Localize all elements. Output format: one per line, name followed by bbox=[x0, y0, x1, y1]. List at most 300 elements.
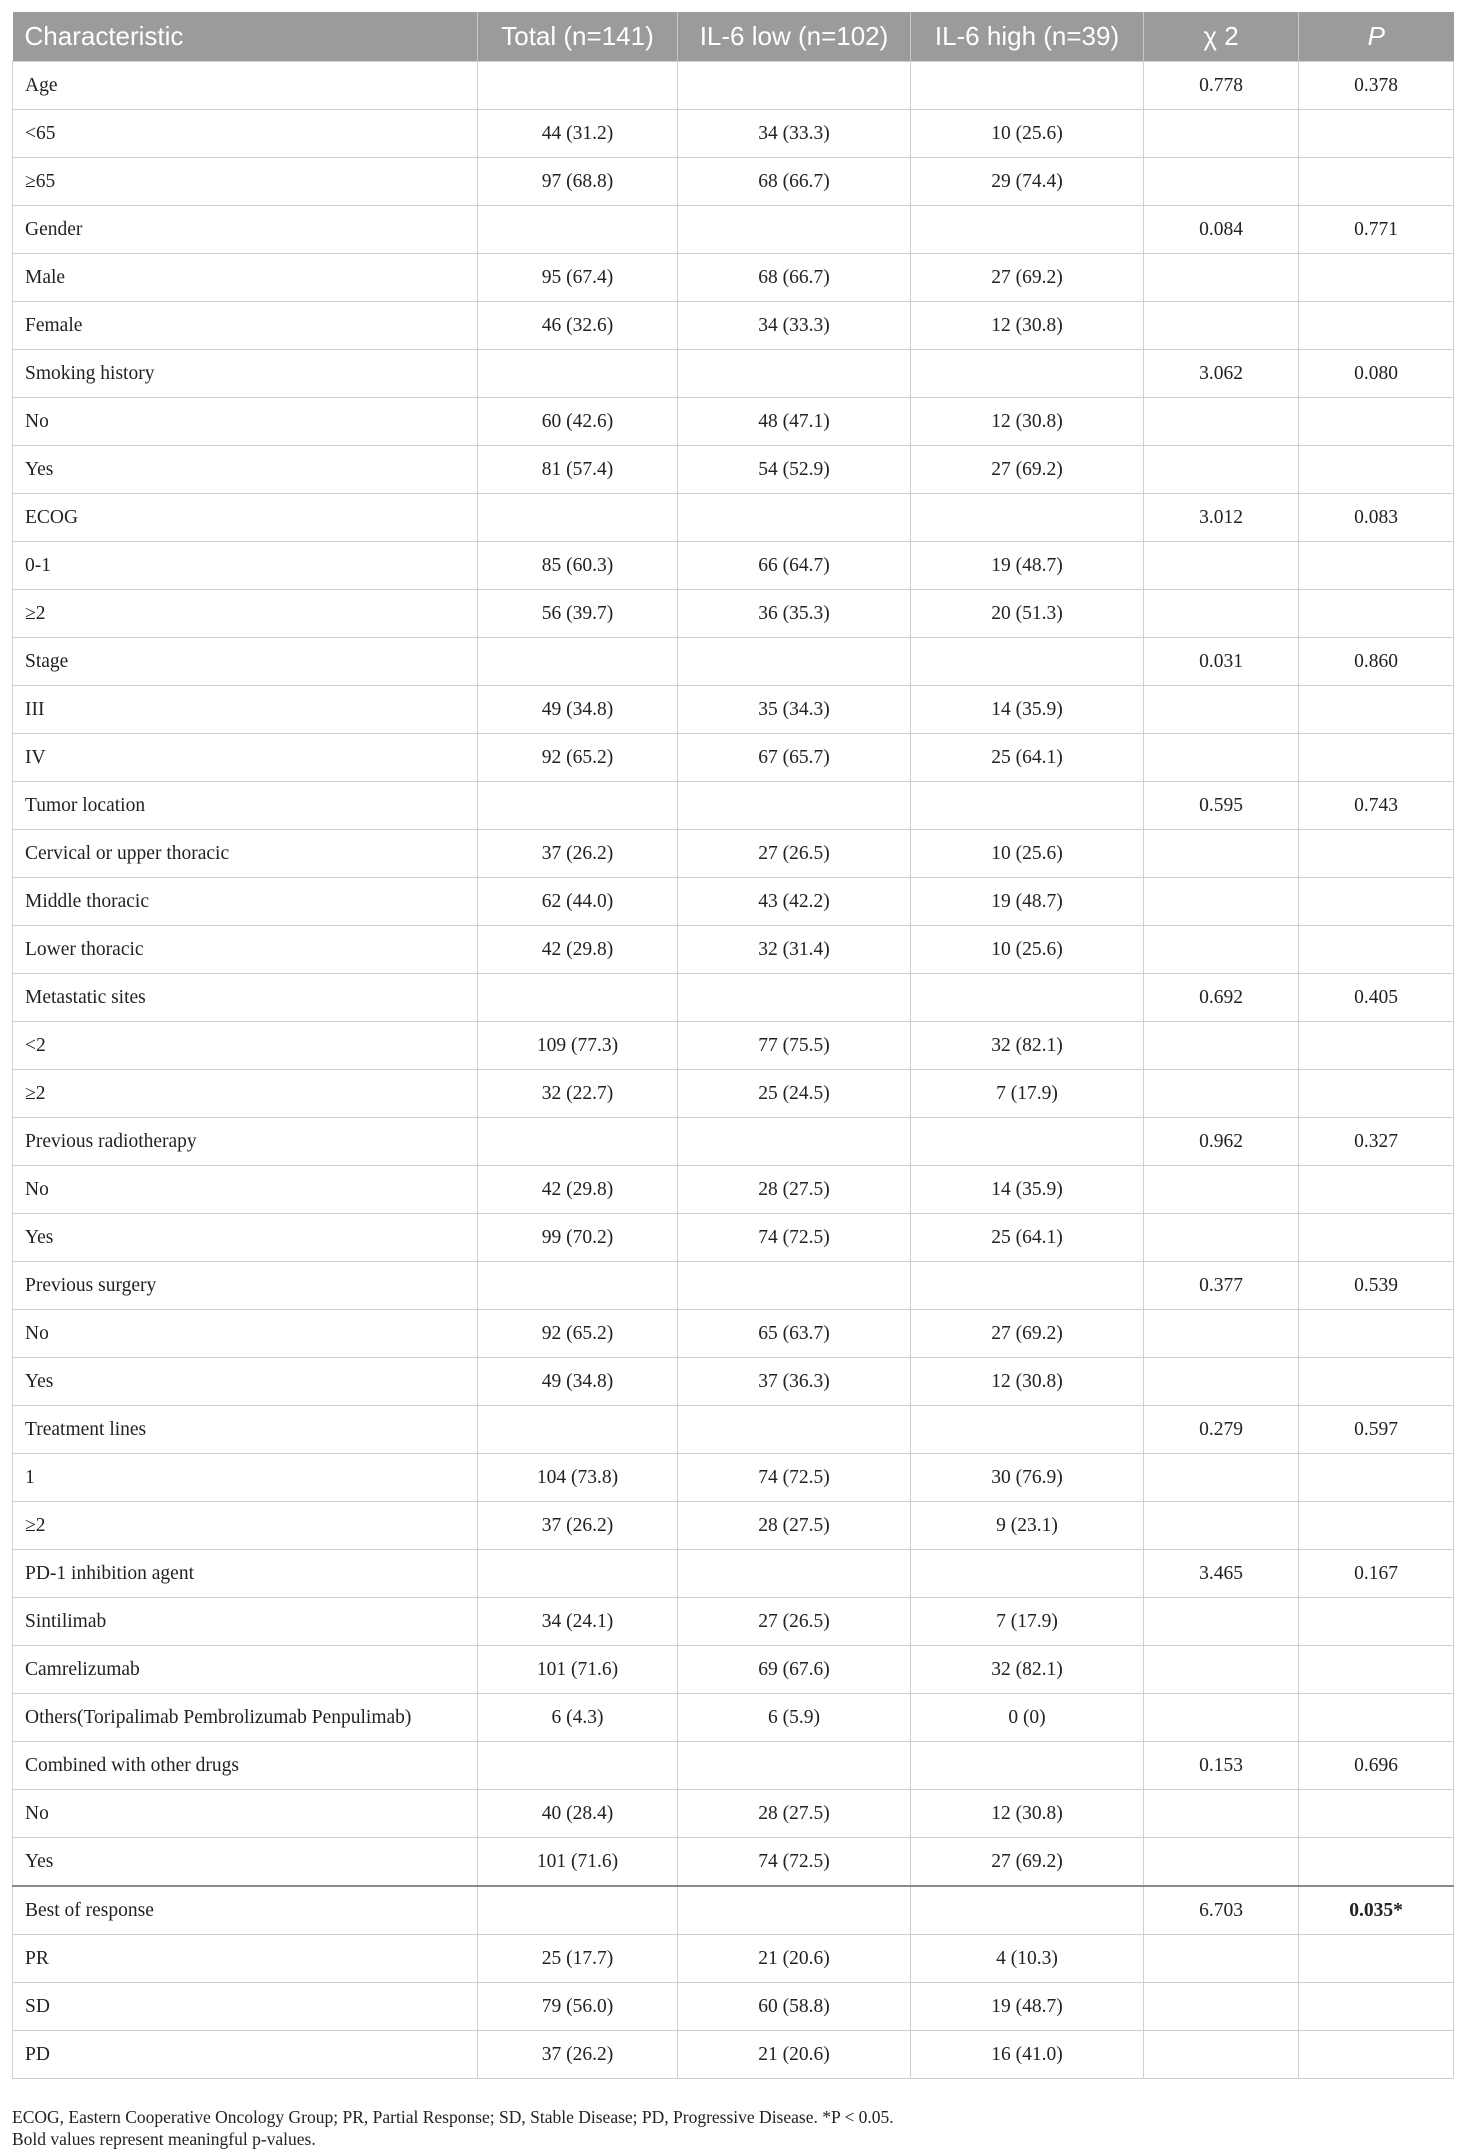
cell-total: 95 (67.4) bbox=[478, 254, 678, 302]
cell-total bbox=[478, 62, 678, 110]
cell-chi-square: 0.084 bbox=[1144, 206, 1299, 254]
cell-characteristic: Lower thoracic bbox=[13, 926, 478, 974]
header-characteristic: Characteristic bbox=[13, 12, 478, 62]
cell-total bbox=[478, 1406, 678, 1454]
cell-il6-high: 10 (25.6) bbox=[911, 110, 1144, 158]
cell-total: 92 (65.2) bbox=[478, 1310, 678, 1358]
cell-characteristic: ≥2 bbox=[13, 1070, 478, 1118]
cell-il6-high: 29 (74.4) bbox=[911, 158, 1144, 206]
cell-total: 37 (26.2) bbox=[478, 2031, 678, 2079]
cell-total: 6 (4.3) bbox=[478, 1694, 678, 1742]
table-row bbox=[13, 1118, 1454, 1166]
cell-p-value bbox=[1299, 734, 1454, 782]
cell-chi-square bbox=[1144, 1070, 1299, 1118]
cell-total bbox=[478, 974, 678, 1022]
cell-il6-high: 32 (82.1) bbox=[911, 1022, 1144, 1070]
table-row bbox=[13, 638, 1454, 686]
cell-characteristic: IV bbox=[13, 734, 478, 782]
table-row bbox=[13, 830, 1454, 878]
cell-il6-low bbox=[678, 782, 911, 830]
footnote-abbreviations: ECOG, Eastern Cooperative Oncology Group; PR, Partial Response; SD, Stable Disease; PD, Progressive Disease. *P < 0.05. bbox=[12, 2107, 894, 2127]
cell-characteristic: Camrelizumab bbox=[13, 1646, 478, 1694]
table-row bbox=[13, 734, 1454, 782]
cell-chi-square bbox=[1144, 734, 1299, 782]
cell-p-value bbox=[1299, 1310, 1454, 1358]
cell-p-value bbox=[1299, 590, 1454, 638]
cell-chi-square: 0.692 bbox=[1144, 974, 1299, 1022]
cell-characteristic: No bbox=[13, 1166, 478, 1214]
cell-total: 49 (34.8) bbox=[478, 1358, 678, 1406]
cell-il6-low: 74 (72.5) bbox=[678, 1838, 911, 1887]
cell-il6-high: 30 (76.9) bbox=[911, 1454, 1144, 1502]
cell-il6-high bbox=[911, 1550, 1144, 1598]
cell-total: 37 (26.2) bbox=[478, 1502, 678, 1550]
cell-p-value bbox=[1299, 398, 1454, 446]
cell-chi-square bbox=[1144, 1454, 1299, 1502]
cell-il6-high: 12 (30.8) bbox=[911, 1358, 1144, 1406]
cell-il6-low: 34 (33.3) bbox=[678, 110, 911, 158]
cell-characteristic: Smoking history bbox=[13, 350, 478, 398]
cell-p-value: 0.327 bbox=[1299, 1118, 1454, 1166]
cell-total: 42 (29.8) bbox=[478, 926, 678, 974]
table-footnotes bbox=[12, 2106, 894, 2150]
cell-total: 40 (28.4) bbox=[478, 1790, 678, 1838]
cell-chi-square bbox=[1144, 878, 1299, 926]
cell-il6-high: 14 (35.9) bbox=[911, 686, 1144, 734]
cell-total: 79 (56.0) bbox=[478, 1983, 678, 2031]
cell-characteristic: ≥65 bbox=[13, 158, 478, 206]
cell-il6-high: 27 (69.2) bbox=[911, 1838, 1144, 1887]
cell-characteristic: No bbox=[13, 1310, 478, 1358]
cell-chi-square: 0.377 bbox=[1144, 1262, 1299, 1310]
cell-il6-high: 25 (64.1) bbox=[911, 734, 1144, 782]
table-row bbox=[13, 1983, 1454, 2031]
table-row bbox=[13, 1790, 1454, 1838]
cell-chi-square bbox=[1144, 1790, 1299, 1838]
cell-p-value bbox=[1299, 254, 1454, 302]
cell-total bbox=[478, 638, 678, 686]
cell-il6-low: 68 (66.7) bbox=[678, 158, 911, 206]
cell-il6-low: 21 (20.6) bbox=[678, 2031, 911, 2079]
cell-p-value bbox=[1299, 1935, 1454, 1983]
cell-characteristic: Age bbox=[13, 62, 478, 110]
table-row bbox=[13, 1358, 1454, 1406]
cell-il6-high: 9 (23.1) bbox=[911, 1502, 1144, 1550]
cell-chi-square: 6.703 bbox=[1144, 1886, 1299, 1935]
table-row bbox=[13, 1070, 1454, 1118]
cell-il6-high: 27 (69.2) bbox=[911, 1310, 1144, 1358]
cell-characteristic: 1 bbox=[13, 1454, 478, 1502]
cell-il6-low: 66 (64.7) bbox=[678, 542, 911, 590]
table-row bbox=[13, 1406, 1454, 1454]
cell-il6-high: 14 (35.9) bbox=[911, 1166, 1144, 1214]
cell-il6-high bbox=[911, 494, 1144, 542]
cell-p-value bbox=[1299, 1694, 1454, 1742]
cell-chi-square bbox=[1144, 926, 1299, 974]
cell-il6-high: 25 (64.1) bbox=[911, 1214, 1144, 1262]
cell-characteristic: Yes bbox=[13, 1838, 478, 1887]
cell-il6-high: 19 (48.7) bbox=[911, 542, 1144, 590]
cell-chi-square bbox=[1144, 2031, 1299, 2079]
table-row bbox=[13, 494, 1454, 542]
cell-characteristic: Cervical or upper thoracic bbox=[13, 830, 478, 878]
cell-characteristic: SD bbox=[13, 1983, 478, 2031]
table-row bbox=[13, 1886, 1454, 1935]
cell-il6-low: 69 (67.6) bbox=[678, 1646, 911, 1694]
table-row bbox=[13, 926, 1454, 974]
table-row bbox=[13, 446, 1454, 494]
cell-chi-square bbox=[1144, 1935, 1299, 1983]
cell-chi-square: 3.062 bbox=[1144, 350, 1299, 398]
cell-total bbox=[478, 1742, 678, 1790]
cell-il6-high: 19 (48.7) bbox=[911, 1983, 1144, 2031]
cell-characteristic: 0-1 bbox=[13, 542, 478, 590]
cell-il6-high bbox=[911, 1742, 1144, 1790]
cell-il6-high: 10 (25.6) bbox=[911, 830, 1144, 878]
cell-il6-high: 19 (48.7) bbox=[911, 878, 1144, 926]
table-row bbox=[13, 1262, 1454, 1310]
cell-il6-low: 28 (27.5) bbox=[678, 1790, 911, 1838]
cell-il6-high: 32 (82.1) bbox=[911, 1646, 1144, 1694]
table-row bbox=[13, 62, 1454, 110]
cell-il6-high: 16 (41.0) bbox=[911, 2031, 1144, 2079]
table-container bbox=[12, 12, 1453, 2079]
cell-characteristic: Best of response bbox=[13, 1886, 478, 1935]
cell-characteristic: Yes bbox=[13, 1358, 478, 1406]
table-row bbox=[13, 878, 1454, 926]
cell-chi-square bbox=[1144, 1838, 1299, 1887]
cell-characteristic: Middle thoracic bbox=[13, 878, 478, 926]
cell-chi-square: 0.962 bbox=[1144, 1118, 1299, 1166]
cell-p-value bbox=[1299, 2031, 1454, 2079]
cell-chi-square: 3.012 bbox=[1144, 494, 1299, 542]
cell-p-value bbox=[1299, 1598, 1454, 1646]
cell-characteristic: Tumor location bbox=[13, 782, 478, 830]
cell-il6-high: 7 (17.9) bbox=[911, 1070, 1144, 1118]
cell-characteristic: Combined with other drugs bbox=[13, 1742, 478, 1790]
cell-il6-high bbox=[911, 638, 1144, 686]
table-row bbox=[13, 1166, 1454, 1214]
table-row bbox=[13, 1598, 1454, 1646]
cell-p-value: 0.378 bbox=[1299, 62, 1454, 110]
cell-characteristic: III bbox=[13, 686, 478, 734]
cell-il6-low: 27 (26.5) bbox=[678, 830, 911, 878]
cell-p-value bbox=[1299, 686, 1454, 734]
cell-characteristic: <65 bbox=[13, 110, 478, 158]
cell-il6-high: 4 (10.3) bbox=[911, 1935, 1144, 1983]
cell-total: 97 (68.8) bbox=[478, 158, 678, 206]
cell-total: 34 (24.1) bbox=[478, 1598, 678, 1646]
cell-total bbox=[478, 206, 678, 254]
cell-il6-low: 36 (35.3) bbox=[678, 590, 911, 638]
table-row bbox=[13, 158, 1454, 206]
cell-il6-high bbox=[911, 1406, 1144, 1454]
cell-p-value: 0.405 bbox=[1299, 974, 1454, 1022]
cell-total: 37 (26.2) bbox=[478, 830, 678, 878]
cell-il6-low bbox=[678, 1118, 911, 1166]
cell-p-value bbox=[1299, 1790, 1454, 1838]
cell-characteristic: Previous surgery bbox=[13, 1262, 478, 1310]
table-row bbox=[13, 398, 1454, 446]
table-row bbox=[13, 302, 1454, 350]
cell-p-value: 0.167 bbox=[1299, 1550, 1454, 1598]
cell-p-value bbox=[1299, 878, 1454, 926]
cell-chi-square bbox=[1144, 1983, 1299, 2031]
cell-il6-high: 27 (69.2) bbox=[911, 446, 1144, 494]
cell-characteristic: Previous radiotherapy bbox=[13, 1118, 478, 1166]
cell-total: 104 (73.8) bbox=[478, 1454, 678, 1502]
cell-characteristic: No bbox=[13, 398, 478, 446]
cell-chi-square bbox=[1144, 542, 1299, 590]
cell-characteristic: Female bbox=[13, 302, 478, 350]
cell-il6-low: 43 (42.2) bbox=[678, 878, 911, 926]
cell-total bbox=[478, 1550, 678, 1598]
cell-chi-square bbox=[1144, 302, 1299, 350]
cell-chi-square bbox=[1144, 686, 1299, 734]
cell-total: 60 (42.6) bbox=[478, 398, 678, 446]
cell-il6-low: 21 (20.6) bbox=[678, 1935, 911, 1983]
cell-total: 46 (32.6) bbox=[478, 302, 678, 350]
cell-il6-low: 54 (52.9) bbox=[678, 446, 911, 494]
cell-il6-low: 68 (66.7) bbox=[678, 254, 911, 302]
cell-total: 62 (44.0) bbox=[478, 878, 678, 926]
cell-il6-low bbox=[678, 1406, 911, 1454]
cell-il6-low: 67 (65.7) bbox=[678, 734, 911, 782]
cell-characteristic: Others(Toripalimab Pembrolizumab Penpulimab) bbox=[13, 1694, 478, 1742]
cell-chi-square bbox=[1144, 1358, 1299, 1406]
cell-characteristic: <2 bbox=[13, 1022, 478, 1070]
cell-p-value bbox=[1299, 542, 1454, 590]
cell-il6-high: 0 (0) bbox=[911, 1694, 1144, 1742]
cell-p-value bbox=[1299, 1166, 1454, 1214]
cell-chi-square: 3.465 bbox=[1144, 1550, 1299, 1598]
table-row bbox=[13, 1502, 1454, 1550]
cell-characteristic: Stage bbox=[13, 638, 478, 686]
cell-chi-square: 0.031 bbox=[1144, 638, 1299, 686]
cell-characteristic: Yes bbox=[13, 1214, 478, 1262]
cell-chi-square bbox=[1144, 1598, 1299, 1646]
table-row bbox=[13, 206, 1454, 254]
cell-characteristic: Metastatic sites bbox=[13, 974, 478, 1022]
cell-chi-square bbox=[1144, 1694, 1299, 1742]
cell-characteristic: Male bbox=[13, 254, 478, 302]
cell-p-value: 0.080 bbox=[1299, 350, 1454, 398]
cell-il6-low bbox=[678, 1742, 911, 1790]
cell-il6-high: 27 (69.2) bbox=[911, 254, 1144, 302]
cell-p-value: 0.597 bbox=[1299, 1406, 1454, 1454]
table-row bbox=[13, 590, 1454, 638]
cell-chi-square bbox=[1144, 398, 1299, 446]
cell-il6-high bbox=[911, 1886, 1144, 1935]
cell-p-value: 0.743 bbox=[1299, 782, 1454, 830]
table-row bbox=[13, 782, 1454, 830]
table-row bbox=[13, 1310, 1454, 1358]
table-row bbox=[13, 974, 1454, 1022]
cell-chi-square bbox=[1144, 1646, 1299, 1694]
cell-p-value bbox=[1299, 1502, 1454, 1550]
cell-il6-low: 6 (5.9) bbox=[678, 1694, 911, 1742]
table-row bbox=[13, 1022, 1454, 1070]
cell-chi-square bbox=[1144, 446, 1299, 494]
cell-total: 32 (22.7) bbox=[478, 1070, 678, 1118]
cell-il6-high bbox=[911, 974, 1144, 1022]
table-row bbox=[13, 542, 1454, 590]
cell-chi-square bbox=[1144, 590, 1299, 638]
header-p-value: P bbox=[1299, 12, 1454, 62]
header-chi-square: χ 2 bbox=[1144, 12, 1299, 62]
header-row bbox=[13, 12, 1454, 62]
cell-il6-low bbox=[678, 974, 911, 1022]
cell-il6-low: 35 (34.3) bbox=[678, 686, 911, 734]
cell-p-value bbox=[1299, 1022, 1454, 1070]
cell-total: 42 (29.8) bbox=[478, 1166, 678, 1214]
table-row bbox=[13, 1694, 1454, 1742]
cell-il6-low: 32 (31.4) bbox=[678, 926, 911, 974]
cell-total bbox=[478, 494, 678, 542]
cell-chi-square bbox=[1144, 110, 1299, 158]
cell-chi-square: 0.279 bbox=[1144, 1406, 1299, 1454]
cell-il6-high bbox=[911, 1262, 1144, 1310]
cell-il6-high: 12 (30.8) bbox=[911, 1790, 1144, 1838]
cell-p-value bbox=[1299, 1214, 1454, 1262]
cell-p-value bbox=[1299, 1983, 1454, 2031]
cell-characteristic: PD-1 inhibition agent bbox=[13, 1550, 478, 1598]
cell-p-value bbox=[1299, 1454, 1454, 1502]
cell-il6-low bbox=[678, 638, 911, 686]
cell-chi-square bbox=[1144, 1214, 1299, 1262]
cell-characteristic: Sintilimab bbox=[13, 1598, 478, 1646]
cell-total: 44 (31.2) bbox=[478, 110, 678, 158]
cell-p-value: 0.860 bbox=[1299, 638, 1454, 686]
header-il6-low: IL-6 low (n=102) bbox=[678, 12, 911, 62]
table-row bbox=[13, 1742, 1454, 1790]
header-il6-high: IL-6 high (n=39) bbox=[911, 12, 1144, 62]
table-row bbox=[13, 350, 1454, 398]
cell-il6-high bbox=[911, 62, 1144, 110]
cell-p-value: 0.539 bbox=[1299, 1262, 1454, 1310]
cell-il6-low: 74 (72.5) bbox=[678, 1214, 911, 1262]
table-body bbox=[13, 62, 1454, 2079]
cell-p-value bbox=[1299, 926, 1454, 974]
cell-il6-high bbox=[911, 782, 1144, 830]
cell-il6-low bbox=[678, 350, 911, 398]
cell-il6-high: 12 (30.8) bbox=[911, 302, 1144, 350]
cell-chi-square: 0.778 bbox=[1144, 62, 1299, 110]
cell-total bbox=[478, 1886, 678, 1935]
table-row bbox=[13, 686, 1454, 734]
cell-p-value: 0.035* bbox=[1299, 1886, 1454, 1935]
table-row bbox=[13, 1550, 1454, 1598]
cell-il6-low bbox=[678, 1550, 911, 1598]
cell-p-value bbox=[1299, 302, 1454, 350]
cell-total: 101 (71.6) bbox=[478, 1838, 678, 1887]
cell-il6-low: 77 (75.5) bbox=[678, 1022, 911, 1070]
cell-il6-low: 48 (47.1) bbox=[678, 398, 911, 446]
cell-chi-square bbox=[1144, 1166, 1299, 1214]
cell-il6-high bbox=[911, 206, 1144, 254]
table-row bbox=[13, 110, 1454, 158]
cell-il6-low: 27 (26.5) bbox=[678, 1598, 911, 1646]
cell-total: 109 (77.3) bbox=[478, 1022, 678, 1070]
cell-p-value: 0.083 bbox=[1299, 494, 1454, 542]
table-row bbox=[13, 1214, 1454, 1262]
cell-il6-low bbox=[678, 1262, 911, 1310]
footnote-bold-note: Bold values represent meaningful p-values. bbox=[12, 2129, 316, 2149]
cell-total bbox=[478, 1262, 678, 1310]
cell-p-value bbox=[1299, 830, 1454, 878]
cell-p-value bbox=[1299, 1646, 1454, 1694]
cell-il6-high: 10 (25.6) bbox=[911, 926, 1144, 974]
cell-p-value bbox=[1299, 158, 1454, 206]
cell-characteristic: ≥2 bbox=[13, 1502, 478, 1550]
cell-chi-square: 0.595 bbox=[1144, 782, 1299, 830]
cell-characteristic: PR bbox=[13, 1935, 478, 1983]
cell-total bbox=[478, 350, 678, 398]
cell-chi-square bbox=[1144, 830, 1299, 878]
table-row bbox=[13, 1454, 1454, 1502]
cell-il6-low: 65 (63.7) bbox=[678, 1310, 911, 1358]
cell-il6-low: 34 (33.3) bbox=[678, 302, 911, 350]
cell-total: 85 (60.3) bbox=[478, 542, 678, 590]
cell-total: 92 (65.2) bbox=[478, 734, 678, 782]
cell-il6-high: 20 (51.3) bbox=[911, 590, 1144, 638]
cell-total: 101 (71.6) bbox=[478, 1646, 678, 1694]
cell-characteristic: No bbox=[13, 1790, 478, 1838]
table-row bbox=[13, 2031, 1454, 2079]
cell-chi-square bbox=[1144, 1502, 1299, 1550]
cell-il6-low: 74 (72.5) bbox=[678, 1454, 911, 1502]
cell-characteristic: ≥2 bbox=[13, 590, 478, 638]
cell-il6-low bbox=[678, 206, 911, 254]
cell-il6-low bbox=[678, 494, 911, 542]
cell-total: 25 (17.7) bbox=[478, 1935, 678, 1983]
cell-p-value bbox=[1299, 1070, 1454, 1118]
cell-total: 99 (70.2) bbox=[478, 1214, 678, 1262]
cell-characteristic: ECOG bbox=[13, 494, 478, 542]
cell-characteristic: Yes bbox=[13, 446, 478, 494]
table-row bbox=[13, 1646, 1454, 1694]
table-row bbox=[13, 1935, 1454, 1983]
cell-total: 49 (34.8) bbox=[478, 686, 678, 734]
cell-characteristic: Treatment lines bbox=[13, 1406, 478, 1454]
characteristics-table bbox=[12, 12, 1454, 2079]
table-row bbox=[13, 254, 1454, 302]
cell-total: 81 (57.4) bbox=[478, 446, 678, 494]
cell-chi-square bbox=[1144, 1310, 1299, 1358]
cell-il6-low: 37 (36.3) bbox=[678, 1358, 911, 1406]
cell-il6-low: 28 (27.5) bbox=[678, 1166, 911, 1214]
cell-il6-low: 25 (24.5) bbox=[678, 1070, 911, 1118]
cell-chi-square bbox=[1144, 158, 1299, 206]
cell-il6-low: 60 (58.8) bbox=[678, 1983, 911, 2031]
table-row bbox=[13, 1838, 1454, 1887]
cell-p-value bbox=[1299, 446, 1454, 494]
cell-il6-high bbox=[911, 1118, 1144, 1166]
cell-p-value bbox=[1299, 1838, 1454, 1887]
cell-il6-low: 28 (27.5) bbox=[678, 1502, 911, 1550]
cell-p-value bbox=[1299, 1358, 1454, 1406]
cell-characteristic: Gender bbox=[13, 206, 478, 254]
cell-il6-high: 7 (17.9) bbox=[911, 1598, 1144, 1646]
cell-characteristic: PD bbox=[13, 2031, 478, 2079]
cell-il6-high: 12 (30.8) bbox=[911, 398, 1144, 446]
cell-il6-high bbox=[911, 350, 1144, 398]
cell-p-value bbox=[1299, 110, 1454, 158]
cell-total: 56 (39.7) bbox=[478, 590, 678, 638]
cell-total bbox=[478, 1118, 678, 1166]
cell-il6-low bbox=[678, 1886, 911, 1935]
cell-il6-low bbox=[678, 62, 911, 110]
